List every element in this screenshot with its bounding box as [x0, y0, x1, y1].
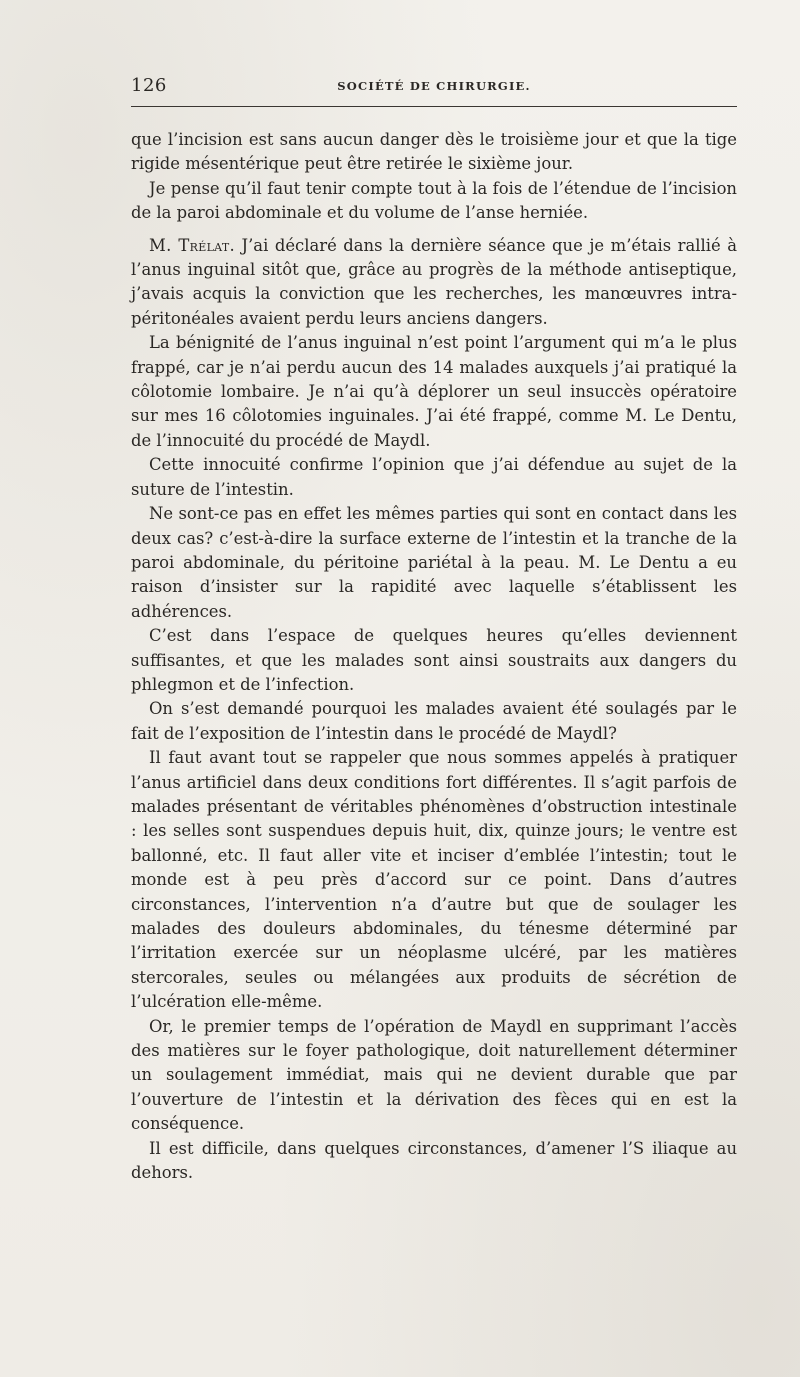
header-rule	[131, 106, 737, 107]
paragraph-speaker	[131, 234, 737, 332]
paragraph: C’est dans l’espace de quelques heures qu’elles deviennent suffisantes, et que les malades sont ainsi soustraits aux dangers du phlegmon et de l’infection.	[131, 626, 737, 694]
paragraph: Cette innocuité confirme l’opinion que j’ai défendue au sujet de la suture de l’intestin.	[131, 455, 737, 499]
page-number: 126	[131, 75, 167, 96]
page-header	[131, 75, 737, 103]
paragraph-text: J’ai déclaré dans la dernière séance que je m’étais rallié à l’anus inguinal sitôt que, grâce au progrès de la méthode antiseptique, j’avais acquis la conviction que les recherches, les manœuvres intra-péritonéales avaient perdu leurs anciens dangers.	[131, 235, 737, 328]
body-text	[131, 128, 737, 1185]
paragraph: Ne sont-ce pas en effet les mêmes parties qui sont en contact dans les deux cas? c’est-à-dire la surface externe de l’intestin et la tranche de la paroi abdominale, du péritoine pariétal à la peau. M. Le Dentu a eu raison d’insister sur la rapidité avec laquelle s’établissent les adhérences.	[131, 504, 737, 621]
paragraph: Il faut avant tout se rappeler que nous sommes appelés à pratiquer l’anus artificiel dans deux conditions fort différentes. Il s’agit parfois de malades présentant de véritables phénomènes d’obstruction intestinale : les selles sont suspendues depuis huit, dix, quinze jours; le ventre est ballonné, etc. Il faut aller vite et inciser d’emblée l’intestin; tout le monde est à peu près d’accord sur ce point. Dans d’autres circonstances, l’intervention n’a d’autre but que de soulager les malades des douleurs abdominales, du ténesme déterminé par l’irritation exercée sur un néoplasme ulcéré, par les matières stercorales, seules ou mélangées aux produits de sécrétion de l’ulcération elle-même.	[131, 748, 737, 1012]
paragraph: Il est difficile, dans quelques circonstances, d’amener l’S iliaque au dehors.	[131, 1138, 737, 1183]
running-head: SOCIÉTÉ DE CHIRURGIE.	[337, 79, 531, 93]
paragraph: que l’incision est sans aucun danger dès le troisième jour et que la tige rigide mésentérique peut être retirée le sixième jour.	[131, 130, 737, 174]
paragraph: Or, le premier temps de l’opération de Maydl en supprimant l’accès des matières sur le foyer pathologique, doit naturellement déterminer un soulagement immédiat, mais qui ne devient durable que par l’ouverture de l’intestin et la dérivation des fèces qui en est la conséquence.	[131, 1016, 737, 1134]
paragraph: La bénignité de l’anus inguinal n’est point l’argument qui m’a le plus frappé, car je n’ai perdu aucun des 14 malades auxquels j’ai pratiqué la côlotomie lombaire. Je n’ai qu’à déplorer un seul insuccès opératoire sur mes 16 côlotomies inguinales. J’ai été frappé, comme M. Le Dentu, de l’innocuité du procédé de Maydl.	[131, 333, 737, 450]
speaker-name: M. Trélat.	[149, 235, 235, 255]
paragraph: Je pense qu’il faut tenir compte tout à la fois de l’étendue de l’incision de la paroi abdominale et du volume de l’anse herniée.	[131, 178, 737, 223]
paragraph: On s’est demandé pourquoi les malades avaient été soulagés par le fait de l’exposition de l’intestin dans le procédé de Maydl?	[131, 699, 737, 743]
